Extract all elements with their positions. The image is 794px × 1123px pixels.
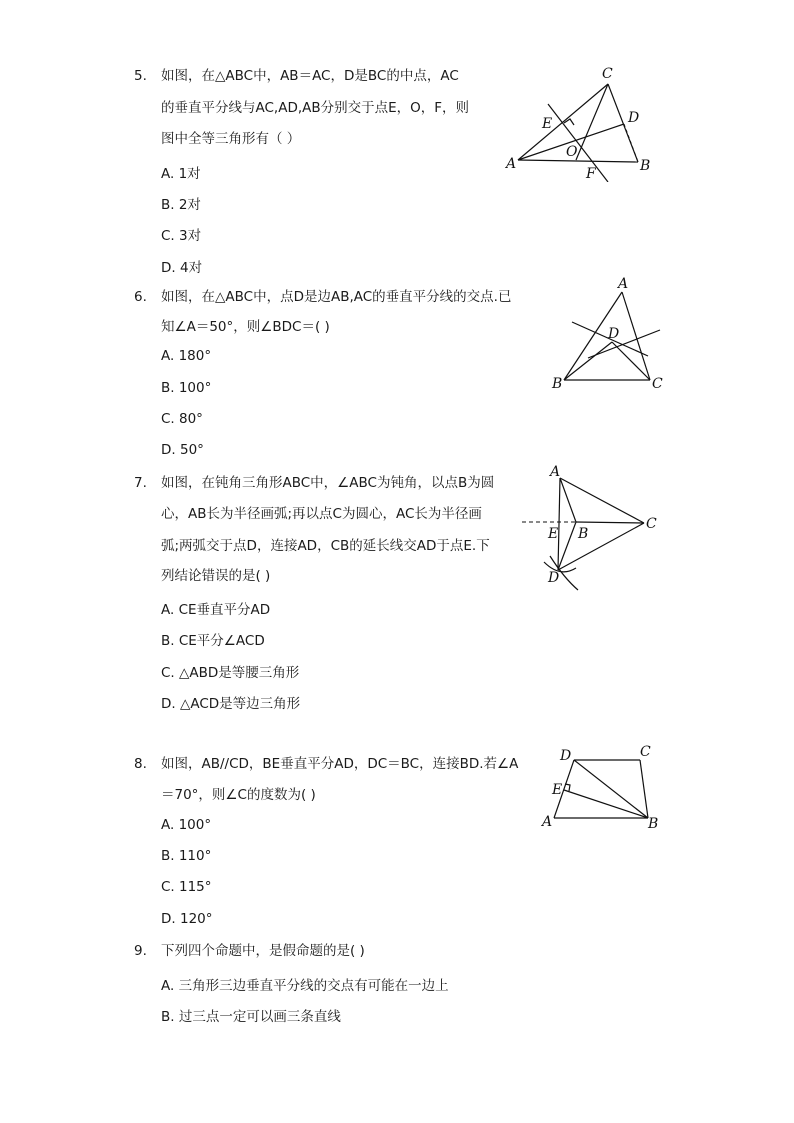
question-number: 7. bbox=[134, 475, 147, 491]
label-b: B bbox=[648, 816, 659, 832]
label-c: C bbox=[640, 744, 651, 760]
question-number: 6. bbox=[134, 289, 147, 305]
option-c[interactable]: C. 3对 bbox=[161, 228, 202, 244]
question-text-line: 如图，在△ABC中，点D是边AB,AC的垂直平分线的交点.已 bbox=[161, 289, 512, 305]
label-a: A bbox=[618, 276, 629, 292]
label-f: F bbox=[586, 166, 596, 182]
option-d[interactable]: D. 120° bbox=[161, 911, 213, 927]
question-text-line: 如图，在钝角三角形ABC中，∠ABC为钝角，以点B为圆 bbox=[161, 475, 495, 491]
question-text-line: 知∠A＝50°，则∠BDC＝( ) bbox=[161, 319, 330, 335]
label-c: C bbox=[602, 66, 613, 82]
label-b: B bbox=[552, 376, 563, 392]
question-text-line: 下列四个命题中，是假命题的是( ) bbox=[161, 943, 365, 959]
label-e: E bbox=[542, 116, 553, 132]
option-b[interactable]: B. 过三点一定可以画三条直线 bbox=[161, 1009, 341, 1025]
figure-q5 bbox=[500, 62, 670, 182]
option-a[interactable]: A. CE垂直平分AD bbox=[161, 602, 271, 618]
label-d: D bbox=[548, 570, 560, 586]
question-number: 8. bbox=[134, 756, 147, 772]
question-text-line: ＝70°，则∠C的度数为( ) bbox=[161, 787, 316, 803]
label-b: B bbox=[578, 526, 589, 542]
question-text-line: 如图，AB//CD，BE垂直平分AD，DC＝BC，连接BD.若∠A bbox=[161, 756, 519, 772]
option-b[interactable]: B. 110° bbox=[161, 848, 212, 864]
question-text-line: 弧;两弧交于点D，连接AD，CB的延长线交AD于点E.下 bbox=[161, 538, 490, 554]
label-d: D bbox=[608, 326, 620, 342]
label-e: E bbox=[552, 782, 563, 798]
option-c[interactable]: C. △ABD是等腰三角形 bbox=[161, 665, 300, 681]
label-c: C bbox=[652, 376, 663, 392]
option-b[interactable]: B. 100° bbox=[161, 380, 212, 396]
option-a[interactable]: A. 100° bbox=[161, 817, 212, 833]
question-text-line: 的垂直平分线与AC,AD,AB分别交于点E，O，F，则 bbox=[161, 100, 470, 116]
question-text-line: 图中全等三角形有（ ） bbox=[161, 131, 301, 147]
figure-q8 bbox=[536, 740, 670, 834]
label-a: A bbox=[506, 156, 517, 172]
label-c: C bbox=[646, 516, 657, 532]
option-c[interactable]: C. 115° bbox=[161, 879, 212, 895]
option-c[interactable]: C. 80° bbox=[161, 411, 203, 427]
label-d: D bbox=[560, 748, 572, 764]
option-d[interactable]: D. 50° bbox=[161, 442, 204, 458]
option-b[interactable]: B. CE平分∠ACD bbox=[161, 633, 265, 649]
figure-q7 bbox=[520, 462, 670, 592]
figure-q6 bbox=[548, 276, 668, 396]
label-a: A bbox=[542, 814, 553, 830]
option-d[interactable]: D. 4对 bbox=[161, 260, 203, 276]
label-b: B bbox=[640, 158, 651, 174]
question-text-line: 心，AB长为半径画弧;再以点C为圆心，AC长为半径画 bbox=[161, 506, 482, 522]
option-a[interactable]: A. 三角形三边垂直平分线的交点有可能在一边上 bbox=[161, 978, 449, 994]
question-text-line: 列结论错误的是( ) bbox=[161, 568, 271, 584]
label-a: A bbox=[550, 464, 561, 480]
question-number: 9. bbox=[134, 943, 147, 959]
option-b[interactable]: B. 2对 bbox=[161, 197, 201, 213]
option-d[interactable]: D. △ACD是等边三角形 bbox=[161, 696, 301, 712]
question-number: 5. bbox=[134, 68, 147, 84]
option-a[interactable]: A. 1对 bbox=[161, 166, 201, 182]
label-o: O bbox=[566, 144, 578, 160]
label-d: D bbox=[628, 110, 640, 126]
label-e: E bbox=[548, 526, 559, 542]
option-a[interactable]: A. 180° bbox=[161, 348, 212, 364]
question-text-line: 如图，在△ABC中，AB＝AC，D是BC的中点，AC bbox=[161, 68, 459, 84]
